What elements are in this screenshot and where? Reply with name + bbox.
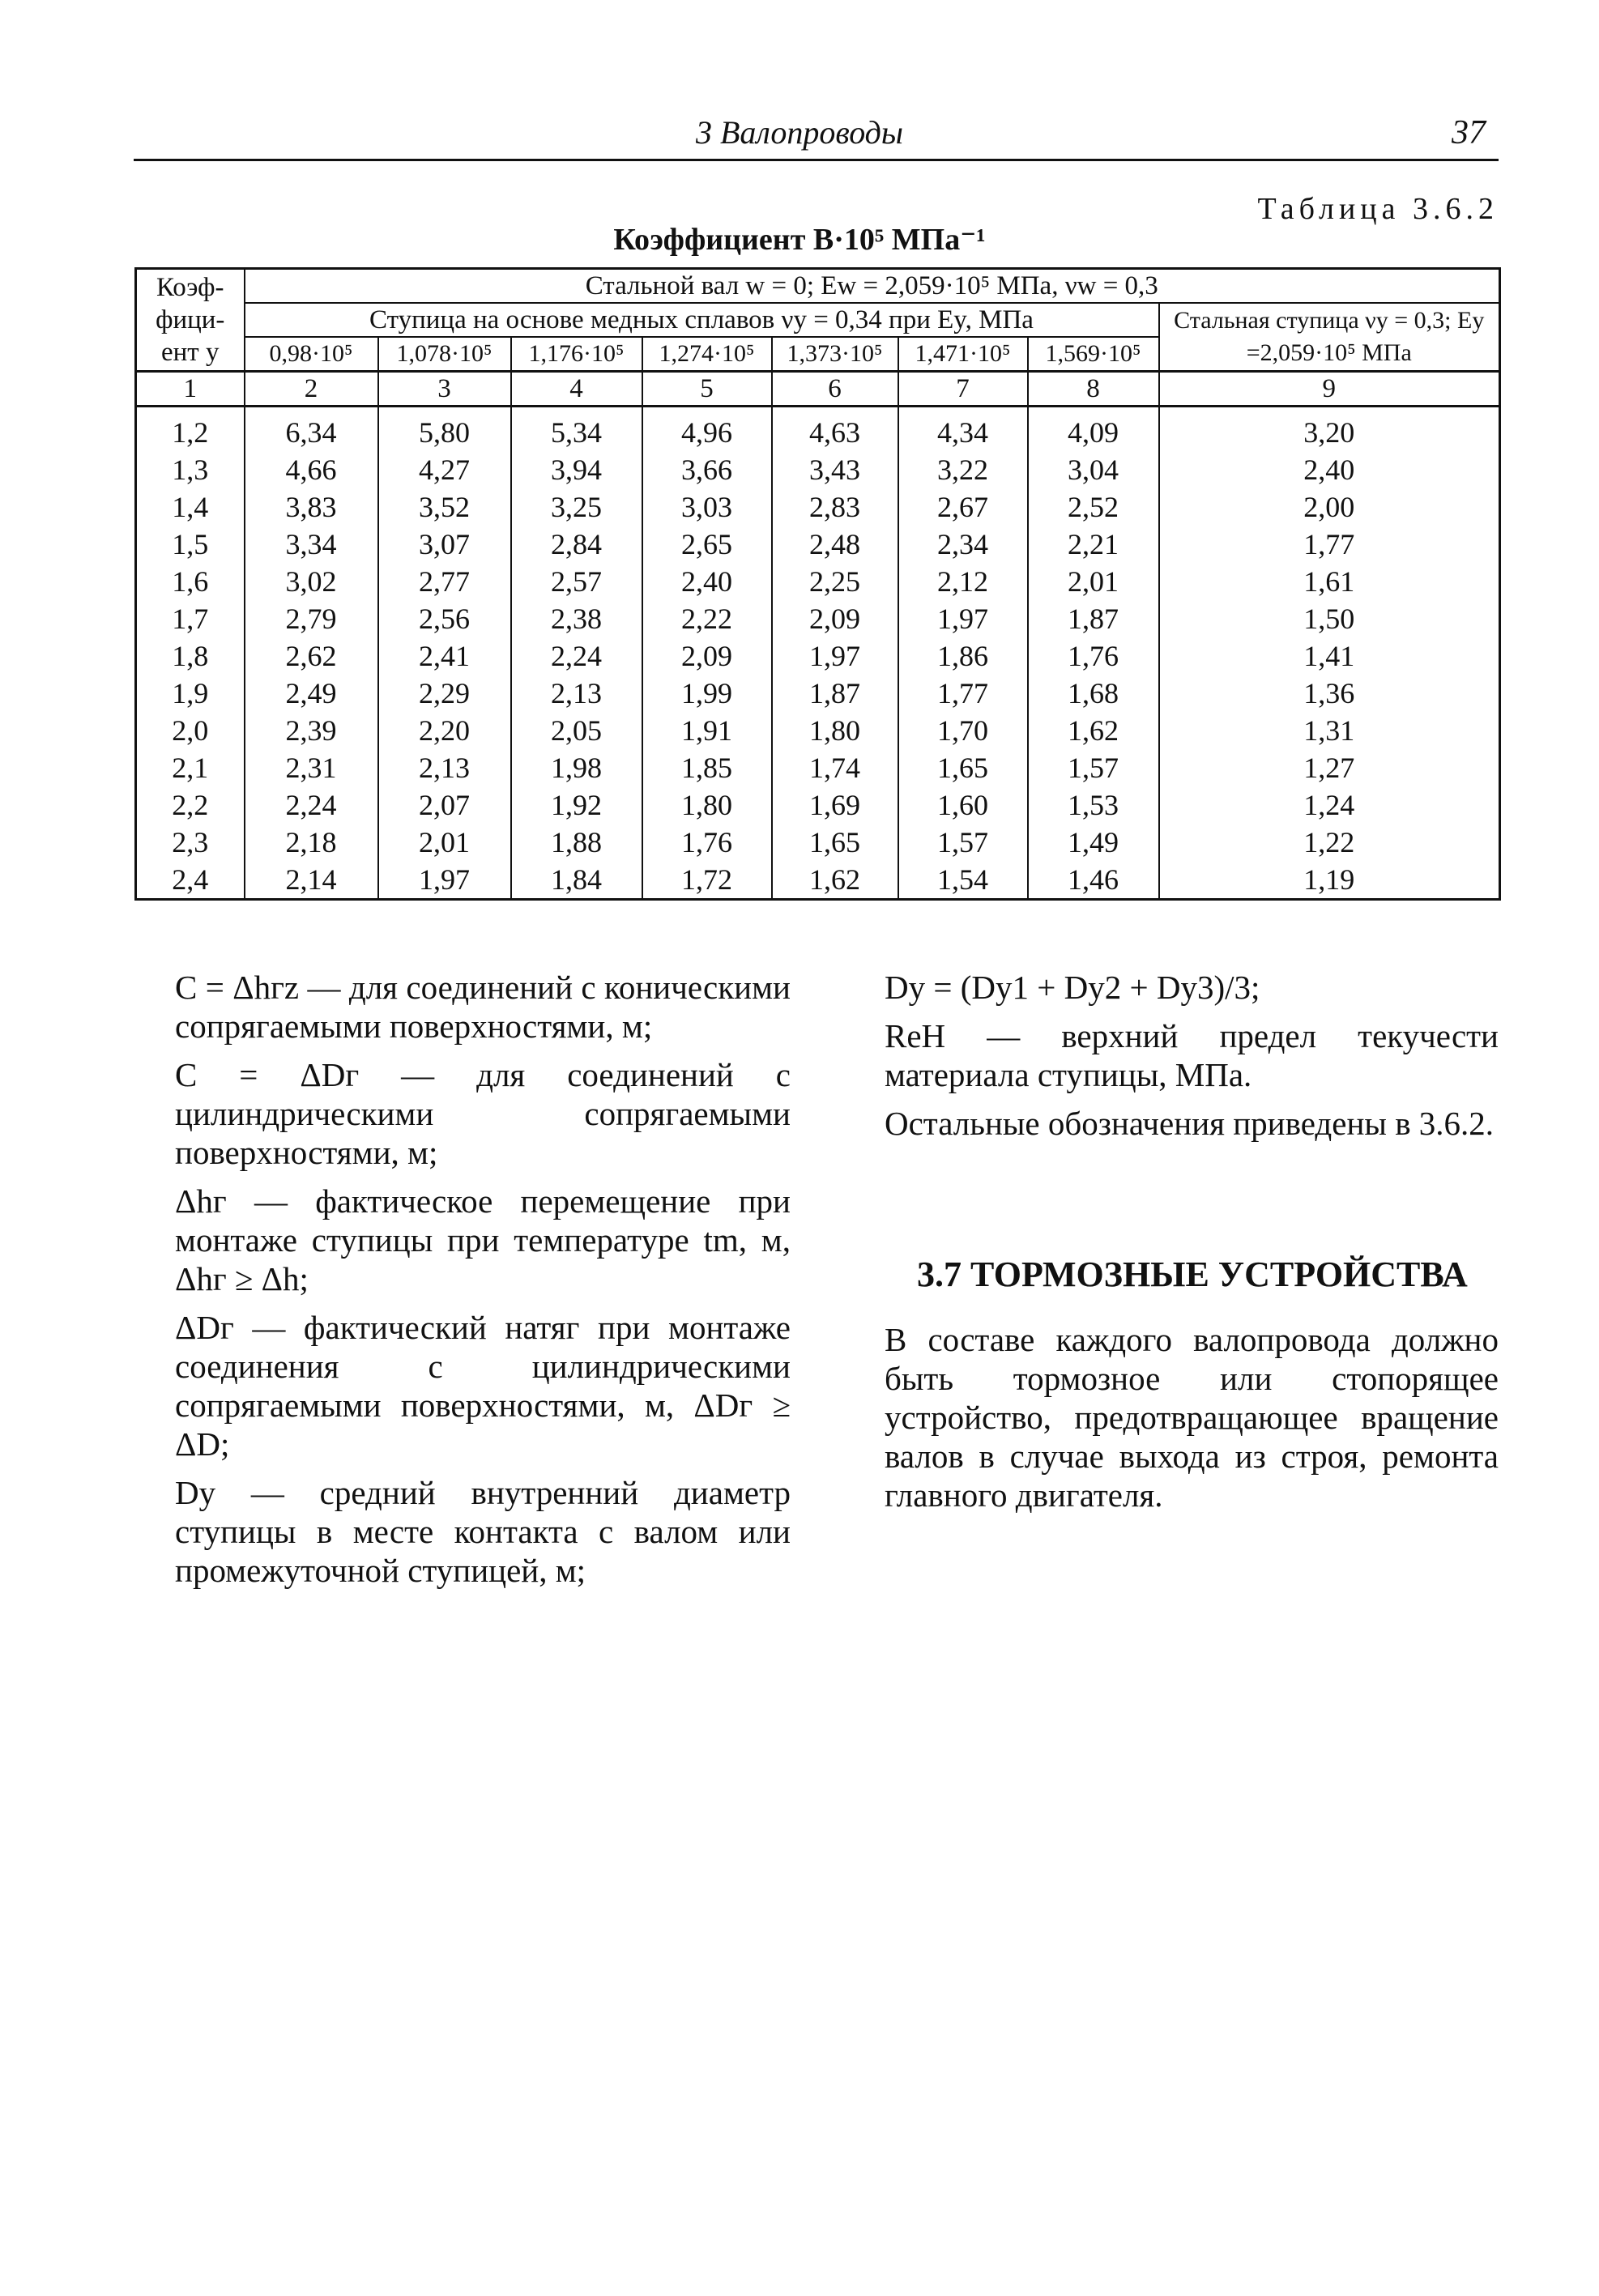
row-header xyxy=(136,269,245,372)
value-cell: 1,72 xyxy=(642,861,772,900)
value-cell: 1,62 xyxy=(1028,712,1159,749)
section-heading: 3.7 ТОРМОЗНЫЕ УСТРОЙСТВА xyxy=(917,1254,1468,1294)
value-cell: 1,76 xyxy=(1028,637,1159,675)
value-cell: 1,46 xyxy=(1028,861,1159,900)
value-cell: 1,19 xyxy=(1159,861,1500,900)
value-cell: 2,31 xyxy=(245,749,378,786)
value-cell: 2,01 xyxy=(378,824,511,861)
value-cell: 2,65 xyxy=(642,526,772,563)
table-row xyxy=(136,563,1500,600)
value-cell: 3,66 xyxy=(642,451,772,488)
right-text-column xyxy=(885,968,1499,1152)
section-paragraph: В составе каждого валопровода должно быть тормозное или стопорящее устройство, предотвращающее вращение валов в случае выхода из строя, ремонта главного двигателя. xyxy=(885,1321,1499,1514)
value-cell: 3,25 xyxy=(511,488,642,526)
value-cell: 2,34 xyxy=(898,526,1028,563)
value-cell: 1,36 xyxy=(1159,675,1500,712)
table-row xyxy=(136,786,1500,824)
value-cell: 1,68 xyxy=(1028,675,1159,712)
value-cell: 1,77 xyxy=(898,675,1028,712)
value-cell: 1,57 xyxy=(1028,749,1159,786)
value-cell: 3,07 xyxy=(378,526,511,563)
value-cell: 2,40 xyxy=(1159,451,1500,488)
definition-dy: Dy — средний внутренний диаметр ступицы в месте контакта с валом или промежуточной ступицей, м; xyxy=(175,1474,791,1589)
coefficient-y-cell: 2,2 xyxy=(136,786,245,824)
value-cell: 4,09 xyxy=(1028,407,1159,452)
value-cell: 1,74 xyxy=(772,749,898,786)
value-cell: 1,88 xyxy=(511,824,642,861)
row-header-label: Коэф-фици-ент y xyxy=(156,273,225,367)
value-cell: 1,69 xyxy=(772,786,898,824)
definition-c-cylindrical: C = ΔDг — для соединений с цилиндрическими сопрягаемыми поверхностями, м; xyxy=(175,1056,791,1171)
column-number: 7 xyxy=(898,372,1028,407)
modulus-header: 1,078·10⁵ xyxy=(378,337,511,372)
value-cell: 4,63 xyxy=(772,407,898,452)
value-cell: 1,80 xyxy=(772,712,898,749)
definition-delta-h: Δhг — фактическое перемещение при монтаже ступицы при температуре tm, м, Δhг ≥ Δh; xyxy=(175,1182,791,1297)
value-cell: 1,41 xyxy=(1159,637,1500,675)
value-cell: 2,49 xyxy=(245,675,378,712)
value-cell: 1,97 xyxy=(772,637,898,675)
steel-hub-header: Стальная ступица νy = 0,3; Ey =2,059·10⁵ МПа xyxy=(1159,303,1500,372)
column-number: 9 xyxy=(1159,372,1500,407)
value-cell: 2,67 xyxy=(898,488,1028,526)
value-cell: 1,70 xyxy=(898,712,1028,749)
running-header-title: 3 Валопроводы xyxy=(696,114,903,151)
value-cell: 1,62 xyxy=(772,861,898,900)
value-cell: 2,41 xyxy=(378,637,511,675)
value-cell: 3,52 xyxy=(378,488,511,526)
value-cell: 3,02 xyxy=(245,563,378,600)
definition-reh: ReH — верхний предел текучести материала ступицы, МПа. xyxy=(885,1017,1499,1093)
value-cell: 1,27 xyxy=(1159,749,1500,786)
coefficient-y-cell: 1,3 xyxy=(136,451,245,488)
definition-delta-d: ΔDг — фактический натяг при монтаже соединения с цилиндрическими сопрягаемыми поверхностями, м, ΔDг ≥ ΔD; xyxy=(175,1309,791,1463)
value-cell: 2,38 xyxy=(511,600,642,637)
value-cell: 2,39 xyxy=(245,712,378,749)
coefficient-y-cell: 2,3 xyxy=(136,824,245,861)
value-cell: 1,97 xyxy=(378,861,511,900)
column-number-row xyxy=(136,372,1500,407)
table-row xyxy=(136,407,1500,452)
value-cell: 1,54 xyxy=(898,861,1028,900)
value-cell: 1,65 xyxy=(772,824,898,861)
column-number: 3 xyxy=(378,372,511,407)
value-cell: 4,66 xyxy=(245,451,378,488)
coefficient-y-cell: 1,4 xyxy=(136,488,245,526)
left-text-column xyxy=(175,968,791,1600)
value-cell: 1,92 xyxy=(511,786,642,824)
coefficient-y-cell: 1,8 xyxy=(136,637,245,675)
value-cell: 1,60 xyxy=(898,786,1028,824)
value-cell: 1,84 xyxy=(511,861,642,900)
formula-dy: Dy = (Dy1 + Dy2 + Dy3)/3; xyxy=(885,969,1260,1006)
other-notations: Остальные обозначения приведены в 3.6.2. xyxy=(885,1105,1495,1142)
value-cell: 2,09 xyxy=(772,600,898,637)
table-row xyxy=(136,749,1500,786)
value-cell: 1,31 xyxy=(1159,712,1500,749)
value-cell: 2,52 xyxy=(1028,488,1159,526)
value-cell: 1,87 xyxy=(1028,600,1159,637)
value-cell: 3,94 xyxy=(511,451,642,488)
value-cell: 2,09 xyxy=(642,637,772,675)
value-cell: 1,50 xyxy=(1159,600,1500,637)
value-cell: 4,34 xyxy=(898,407,1028,452)
value-cell: 3,34 xyxy=(245,526,378,563)
value-cell: 1,65 xyxy=(898,749,1028,786)
coefficient-y-cell: 1,5 xyxy=(136,526,245,563)
coefficient-y-cell: 1,9 xyxy=(136,675,245,712)
copper-hub-header: Ступица на основе медных сплавов νy = 0,34 при Ey, МПа xyxy=(245,303,1159,337)
value-cell: 2,48 xyxy=(772,526,898,563)
table-row xyxy=(136,712,1500,749)
value-cell: 3,22 xyxy=(898,451,1028,488)
value-cell: 1,76 xyxy=(642,824,772,861)
shaft-header: Стальной вал w = 0; Ew = 2,059·10⁵ МПа, νw = 0,3 xyxy=(245,269,1500,304)
modulus-header: 0,98·10⁵ xyxy=(245,337,378,372)
modulus-header: 1,373·10⁵ xyxy=(772,337,898,372)
column-number: 2 xyxy=(245,372,378,407)
value-cell: 2,13 xyxy=(378,749,511,786)
coefficient-y-cell: 1,2 xyxy=(136,407,245,452)
coefficient-y-cell: 2,1 xyxy=(136,749,245,786)
value-cell: 4,96 xyxy=(642,407,772,452)
value-cell: 1,99 xyxy=(642,675,772,712)
definition-c-conical: C = Δhгz — для соединений с коническими сопрягаемыми поверхностями, м; xyxy=(175,969,791,1045)
header-rule xyxy=(134,159,1499,161)
value-cell: 2,56 xyxy=(378,600,511,637)
value-cell: 5,80 xyxy=(378,407,511,452)
value-cell: 2,01 xyxy=(1028,563,1159,600)
modulus-header: 1,471·10⁵ xyxy=(898,337,1028,372)
value-cell: 2,79 xyxy=(245,600,378,637)
column-number: 8 xyxy=(1028,372,1159,407)
column-number: 6 xyxy=(772,372,898,407)
coefficient-y-cell: 1,7 xyxy=(136,600,245,637)
value-cell: 2,25 xyxy=(772,563,898,600)
coefficient-table xyxy=(134,267,1501,901)
value-cell: 2,24 xyxy=(245,786,378,824)
table-caption: Коэффициент B·10⁵ МПа⁻¹ xyxy=(613,223,986,257)
value-cell: 6,34 xyxy=(245,407,378,452)
table-row xyxy=(136,451,1500,488)
value-cell: 1,86 xyxy=(898,637,1028,675)
column-number: 5 xyxy=(642,372,772,407)
coefficient-y-cell: 2,4 xyxy=(136,861,245,900)
value-cell: 2,07 xyxy=(378,786,511,824)
table-row xyxy=(136,600,1500,637)
value-cell: 2,18 xyxy=(245,824,378,861)
value-cell: 1,24 xyxy=(1159,786,1500,824)
table-row xyxy=(136,861,1500,900)
modulus-header: 1,176·10⁵ xyxy=(511,337,642,372)
value-cell: 2,40 xyxy=(642,563,772,600)
value-cell: 1,80 xyxy=(642,786,772,824)
table-row xyxy=(136,675,1500,712)
value-cell: 1,98 xyxy=(511,749,642,786)
value-cell: 1,57 xyxy=(898,824,1028,861)
value-cell: 2,57 xyxy=(511,563,642,600)
value-cell: 2,84 xyxy=(511,526,642,563)
value-cell: 1,85 xyxy=(642,749,772,786)
value-cell: 3,03 xyxy=(642,488,772,526)
value-cell: 2,20 xyxy=(378,712,511,749)
value-cell: 2,05 xyxy=(511,712,642,749)
value-cell: 2,13 xyxy=(511,675,642,712)
value-cell: 3,83 xyxy=(245,488,378,526)
value-cell: 4,27 xyxy=(378,451,511,488)
value-cell: 2,14 xyxy=(245,861,378,900)
value-cell: 1,87 xyxy=(772,675,898,712)
value-cell: 1,61 xyxy=(1159,563,1500,600)
table-row xyxy=(136,824,1500,861)
value-cell: 1,49 xyxy=(1028,824,1159,861)
page-number: 37 xyxy=(1452,114,1486,151)
column-number: 1 xyxy=(136,372,245,407)
value-cell: 2,12 xyxy=(898,563,1028,600)
value-cell: 3,20 xyxy=(1159,407,1500,452)
coefficient-y-cell: 2,0 xyxy=(136,712,245,749)
value-cell: 2,22 xyxy=(642,600,772,637)
value-cell: 1,77 xyxy=(1159,526,1500,563)
modulus-header: 1,274·10⁵ xyxy=(642,337,772,372)
column-number: 4 xyxy=(511,372,642,407)
coefficient-y-cell: 1,6 xyxy=(136,563,245,600)
value-cell: 1,53 xyxy=(1028,786,1159,824)
value-cell: 1,97 xyxy=(898,600,1028,637)
value-cell: 2,62 xyxy=(245,637,378,675)
value-cell: 3,43 xyxy=(772,451,898,488)
value-cell: 1,91 xyxy=(642,712,772,749)
value-cell: 2,29 xyxy=(378,675,511,712)
value-cell: 2,00 xyxy=(1159,488,1500,526)
modulus-header: 1,569·10⁵ xyxy=(1028,337,1159,372)
table-row xyxy=(136,637,1500,675)
table-label: Таблица 3.6.2 xyxy=(1257,192,1499,226)
table-row xyxy=(136,526,1500,563)
value-cell: 1,22 xyxy=(1159,824,1500,861)
table-row xyxy=(136,488,1500,526)
value-cell: 2,77 xyxy=(378,563,511,600)
section-body xyxy=(885,1320,1499,1524)
value-cell: 2,83 xyxy=(772,488,898,526)
value-cell: 5,34 xyxy=(511,407,642,452)
value-cell: 2,21 xyxy=(1028,526,1159,563)
value-cell: 2,24 xyxy=(511,637,642,675)
value-cell: 3,04 xyxy=(1028,451,1159,488)
